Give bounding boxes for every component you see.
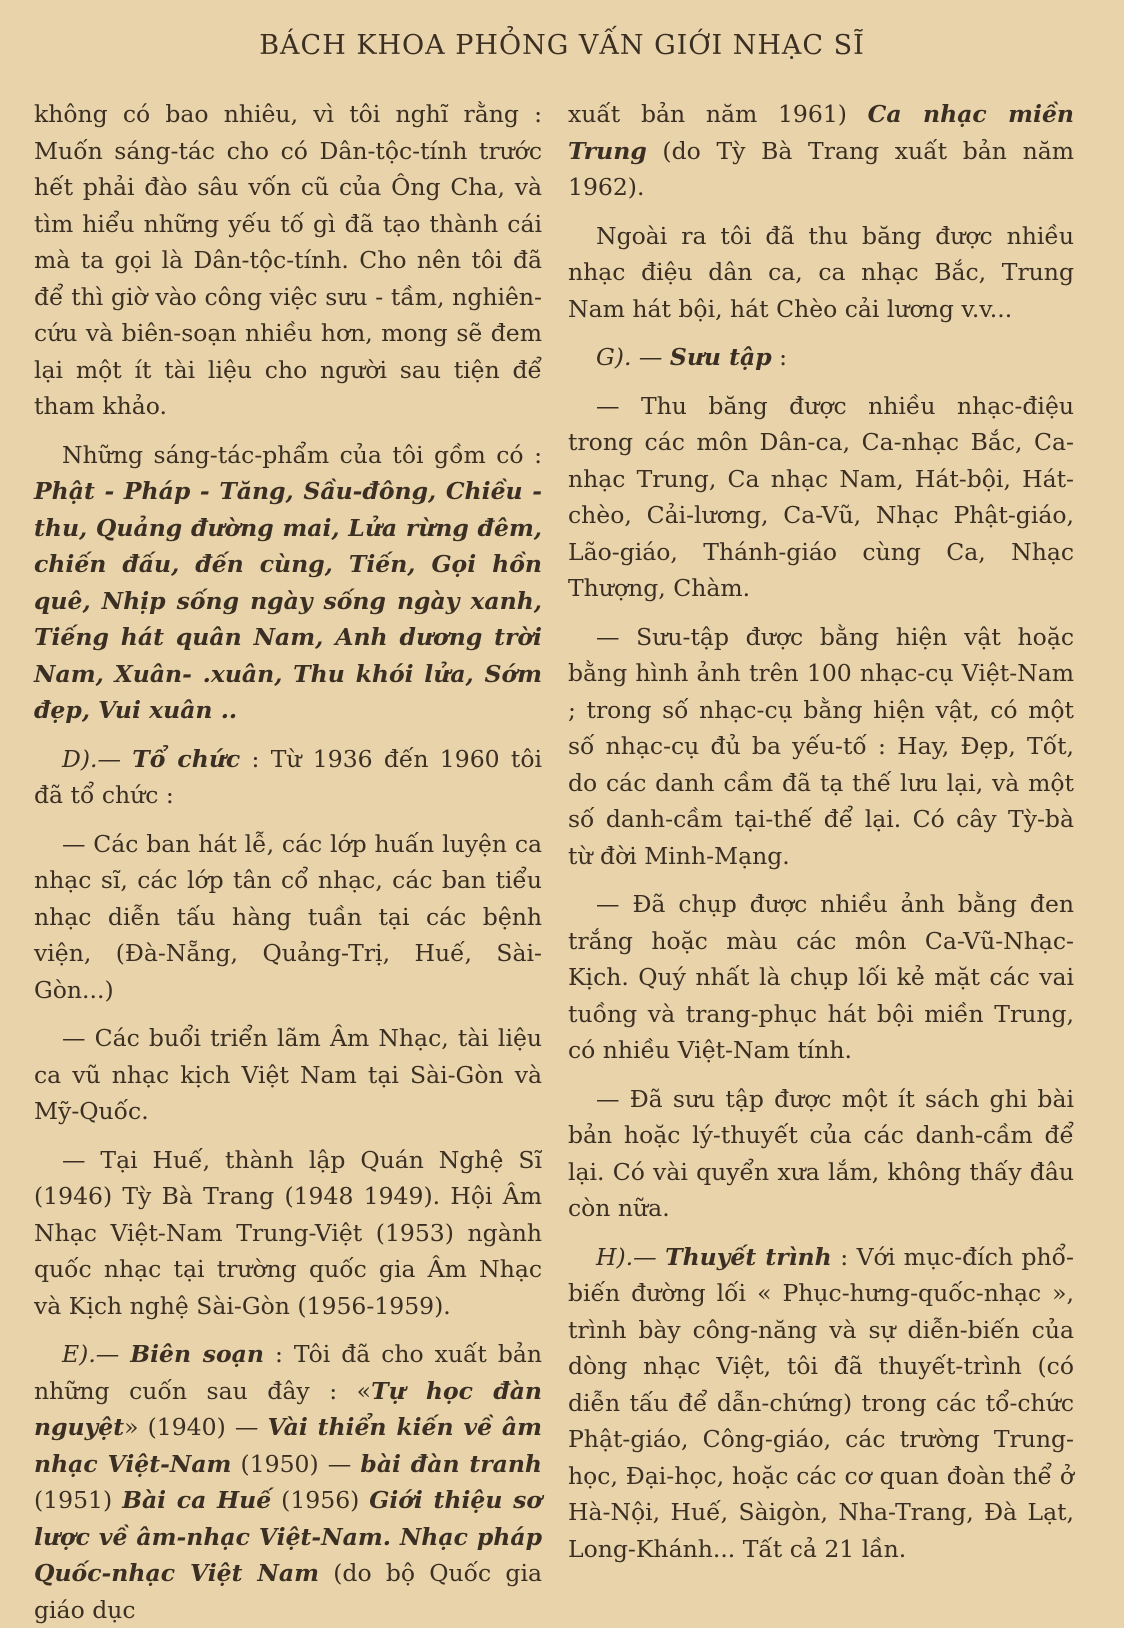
book-title-5: Giới thiệu sơ lược về âm-nhạc Việt-Nam. Nhạc pháp Quốc-nhạc Việt Nam bbox=[34, 1486, 542, 1587]
section-h-title: Thuyết trình bbox=[665, 1242, 832, 1271]
section-e bbox=[34, 1336, 542, 1628]
book-title-6: Ca nhạc miền Trung bbox=[568, 100, 1074, 165]
section-h bbox=[568, 1239, 1074, 1568]
section-d-heading bbox=[34, 741, 542, 814]
book-title-2: Vài thiển kiến về âm nhạc Việt-Nam bbox=[34, 1413, 542, 1478]
paragraph-works bbox=[34, 437, 542, 729]
section-g-colon: : bbox=[771, 343, 788, 371]
continuation-text-1: xuất bản năm 1961) bbox=[568, 100, 868, 128]
continuation-text-2: (do Tỳ Bà Trang xuất bản năm 1962). bbox=[568, 136, 1074, 201]
section-e-text-6: (do bộ Quốc gia giáo dục bbox=[34, 1559, 542, 1624]
section-g-item-1: — Thu băng được nhiều nhạc-điệu trong các môn Dân-ca, Ca-nhạc Bắc, Ca-nhạc Trung, Ca nhạc Nam, Hát-bội, Hát-chèo, Cải-lương, Ca-Vũ, Nhạc Phật-giáo, Lão-giáo, Thánh-giáo cùng Ca, Nhạc Thượng, Chàm. bbox=[568, 391, 1074, 602]
section-g-heading bbox=[568, 339, 1074, 376]
section-d-title: Tổ chức bbox=[132, 744, 241, 773]
left-column bbox=[34, 96, 542, 1628]
section-h-label: H).— bbox=[596, 1242, 666, 1271]
section-e-label: E).— bbox=[62, 1340, 131, 1368]
paragraph-recordings: Ngoài ra tôi đã thu băng được nhiều nhạc điệu dân ca, ca nhạc Bắc, Trung Nam hát bội, hát Chèo cải lương v.v... bbox=[568, 221, 1074, 323]
book-title-1: Tự học đàn nguyệt bbox=[34, 1376, 543, 1441]
section-d-label: D).— bbox=[62, 744, 133, 773]
section-g-title: Sưu tập bbox=[669, 343, 772, 371]
section-e-title: Biên soạn bbox=[130, 1340, 264, 1368]
section-e-text-2: » (1940) — bbox=[124, 1413, 268, 1441]
section-e-text-5: (1956) bbox=[271, 1486, 370, 1514]
section-g-label: G). — bbox=[596, 343, 670, 371]
works-list: Phật - Pháp - Tăng, Sầu-đông, Chiều - thu, Quảng đường mai, Lửa rừng đêm, chiến đấu, đến cùng, Tiến, Gọi hồn quê, Nhịp sống ngày sống ngày xanh, Tiếng hát quân Nam, Anh dương trời Nam, Xuân- .xuân, Thu khói lửa, Sớm đẹp, Vui xuân .. bbox=[34, 477, 542, 724]
section-e-text-3: (1950) — bbox=[231, 1449, 361, 1478]
book-title-3: bài đàn tranh bbox=[360, 1449, 542, 1478]
works-lead: Những sáng-tác-phẩm của tôi gồm có : bbox=[62, 440, 542, 469]
section-g-item-3: — Đã chụp được nhiều ảnh bằng đen trắng hoặc màu các môn Ca-Vũ-Nhạc-Kịch. Quý nhất là chụp lối kẻ mặt các vai tuồng và trang-phục hát bội miền Trung, có nhiều Việt-Nam tính. bbox=[568, 890, 1074, 1064]
section-g-item-4: — Đã sưu tập được một ít sách ghi bài bản hoặc lý-thuyết của các danh-cầm để lại. Có vài quyển xưa lắm, không thấy đâu còn nữa. bbox=[568, 1084, 1074, 1222]
section-d-text: : Từ 1936 đến 1960 tôi đã tổ chức : bbox=[34, 744, 542, 809]
section-g-item-2: — Sưu-tập được bằng hiện vật hoặc bằng hình ảnh trên 100 nhạc-cụ Việt-Nam ; trong số nhạc-cụ bằng hiện vật, có một số nhạc-cụ đủ ba yếu-tố : Hay, Đẹp, Tốt, do các danh cầm đã tạ thế lưu lại, và một số danh-cầm tại-thế để lại. Có cây Tỳ-bà từ đời Minh-Mạng. bbox=[568, 622, 1074, 870]
running-header: BÁCH KHOA PHỎNG VẤN GIỚI NHẠC SĨ bbox=[259, 30, 865, 61]
paragraph-continuation bbox=[568, 96, 1074, 206]
section-e-text-4: (1951) bbox=[34, 1486, 123, 1514]
section-h-text: : Với mục-đích phổ-biến đường lối « Phục-hưng-quốc-nhạc », trình bày công-năng và sự diễn-biến của dòng nhạc Việt, tôi đã thuyết-trình (có diễn tấu để dẫn-chứng) trong các tổ-chức Phật-giáo, Công-giáo, các trường Trung-học, Đại-học, hoặc các cơ quan đoàn thể ở Hà-Nội, Huế, Sàigòn, Nha-Trang, Đà Lạt, Long-Khánh... Tất cả 21 lần. bbox=[568, 1242, 1074, 1563]
book-title-4: Bài ca Huế bbox=[122, 1486, 272, 1514]
section-d-item-2: — Các buổi triển lãm Âm Nhạc, tài liệu ca vũ nhạc kịch Việt Nam tại Sài-Gòn và Mỹ-Quốc. bbox=[34, 1024, 542, 1125]
section-e-text-1: : Tôi đã cho xuất bản những cuốn sau đây : « bbox=[34, 1340, 543, 1405]
right-column bbox=[568, 96, 1074, 1567]
section-d-item-3: — Tại Huế, thành lập Quán Nghệ Sĩ (1946) Tỳ Bà Trang (1948 1949). Hội Âm Nhạc Việt-Nam Trung-Việt (1953) ngành quốc nhạc tại trường quốc gia Âm Nhạc và Kịch nghệ Sài-Gòn (1956-1959). bbox=[34, 1145, 542, 1320]
paragraph-intro: không có bao nhiêu, vì tôi nghĩ rằng : Muốn sáng-tác cho có Dân-tộc-tính trước hết phải đào sâu vốn cũ của Ông Cha, và tìm hiểu những yếu tố gì đã tạo thành cái mà ta gọi là Dân-tộc-tính. Cho nên tôi đã để thì giờ vào công việc sưu - tầm, nghiên-cứu và biên-soạn nhiều hơn, mong sẽ đem lại một ít tài liệu cho người sau tiện để tham khảo. bbox=[34, 100, 542, 420]
section-d-item-1: — Các ban hát lễ, các lớp huấn luyện ca nhạc sĩ, các lớp tân cổ nhạc, các ban tiểu nhạc diễn tấu hàng tuần tại các bệnh viện, (Đà-Nẵng, Quảng-Trị, Huế, Sài-Gòn...) bbox=[34, 829, 542, 1004]
